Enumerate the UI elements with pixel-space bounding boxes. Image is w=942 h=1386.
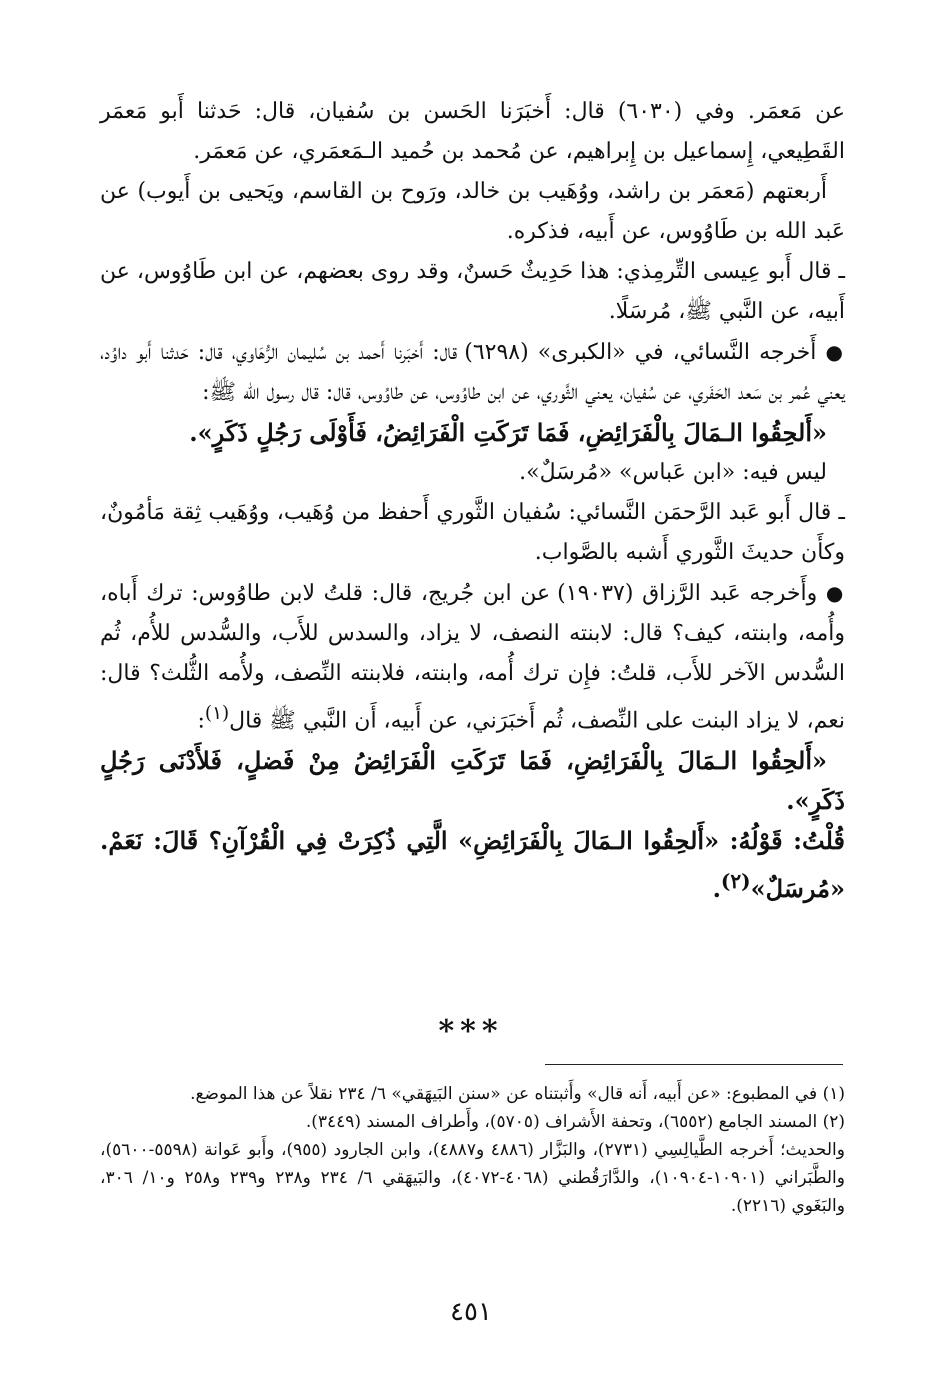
paragraph-7-text: وأَخرجه عَبد الرَّزاق (١٩٠٣٧) عن ابن جُريج، قال: قلتُ لابن طاوُوس: ترك أَباه، وأُمه، وابنته، كيف؟ قال: لابنته النصف، لا يزاد، والسدس للأَب، والسُّدس للأُم، ثُم السُّدس الآخر للأَب، قلتُ: فإِن ترك أُمه، وابنته، فلابنته النِّصف، ولأُمه الثُّلث؟ قال: نعم، لا يزاد البنت على النِّصف، ثُم أَخبَرَني، عن أَبيه، أَن النَّبي ﷺ قال (100, 581, 845, 734)
footnote-2-continued: والحديث؛ أَخرجه الطَّيالِسِي (٢٧٣١)، والبَزَّار (٤٨٨٦ و٤٨٨٧)، وابن الجارود (٩٥٥)، وأَبو عَوانة (٥٥٩٨-٥٦٠٠)، والطَّبَراني (١٠٩٠١-١٠٩٠٤)، والدَّارَقُطني (٤٠٦٨-٤٠٧٢)، والبَيهَقي ٦/ ٢٣٤ و٢٣٨ و٢٣٩ و٢٥٨ و١٠/ ٣٠٦، والبَغَوي (٢٢١٦). (100, 1140, 845, 1216)
paragraph-1: عن مَعمَر. وفي (٦٠٣٠) قال: أَخبَرَنا الحَسن بن سُفيان، قال: حَدثنا أَبو مَعمَر القَطِيعي، إِسماعيل بن إِبراهيم، عن مُحمد بن حُميد الـمَعمَري، عن مَعمَر. (100, 99, 845, 164)
page-number: ٤٥١ (450, 1297, 492, 1327)
bullet-icon: ● (825, 581, 846, 605)
footnote-divider (545, 1064, 843, 1065)
hadith-quote-1: «أَلحِقُوا الـمَالَ بِالْفَرَائِضِ، فَمَا تَرَكَتِ الْفَرَائِضُ، فَأَوْلَى رَجُلٍ ذَكَرٍ». (189, 418, 827, 447)
paragraph-3: ـ قال أَبو عِيسى التِّرمِذي: هذا حَدِيثٌ حَسنٌ، وقد روى بعضهم، عن ابن طَاوُوس، عن أَبيه، عن النَّبي ﷺ، مُرسَلًا. (100, 259, 845, 324)
paragraph-7 (100, 573, 845, 741)
hadith-quote-2: «أَلحِقُوا الـمَالَ بِالْفَرَائِضِ، فَمَا تَرَكَتِ الْفَرَائِضُ مِنْ فَضلٍ، فَلأَدْنَى رَجُلٍ ذَكَرٍ». (100, 746, 845, 816)
hadith-quote-3 (100, 821, 845, 909)
paragraph-2: أَربعتهم (مَعمَر بن راشد، ووُهَيب بن خالد، ورَوح بن القاسم، ويَحيى بن أَيوب) عن عَبد الله بن طَاوُوس، عن أَبيه، فذكره. (100, 179, 845, 244)
paragraph-7-end: : (197, 708, 205, 734)
footnote-ref-1: (١) (204, 703, 230, 724)
hadith-quote-3-end: . (712, 874, 721, 904)
footnote-ref-2: (٢) (720, 869, 751, 894)
paragraph-4-text: أَخرجه النَّسائي، في «الكبرى» (٦٢٩٨) قال: أَخبَرنا أَحمد بن سُليمان الرُّهَاوي، قال: حَدثنا أَبو داوُد، يعني عُمر بن سَعد الحَفَري، عن سُفيان، يعني الثَّوري، عن ابن طاوُوس، عن طاوُوس، قال: قال رسول الله ﷺ: (100, 340, 845, 405)
paragraph-5: ليس فيه: «ابن عَباس» «مُرسَلٌ». (519, 460, 827, 485)
footnote-1: (١) في المطبوع: «عن أَبيه، أَنه قال» وأَثبتناه عن «سنن البَيهَقي» ٦/ ٢٣٤ نقلاً عن هذا الموضع. (190, 1084, 845, 1104)
footnote-2: (٢) المسند الجامع (٦٥٥٢)، وتحفة الأَشراف (٥٧٠٥)، وأَطراف المسند (٣٤٤٩). (305, 1112, 845, 1132)
paragraph-6: ـ قال أَبو عَبد الرَّحمَن النَّسائي: سُفيان الثَّوري أَحفظ من وُهَيب، ووُهَيب ثِقة مَأمُونٌ، وكأَن حديثَ الثَّوري أَشبه بالصَّواب. (100, 500, 845, 565)
bullet-icon: ● (825, 340, 845, 364)
hadith-quote-3-text: قُلْتُ: قَوْلُهُ: «أَلحِقُوا الـمَالَ بِالْفَرَائِضِ» الَّتِي ذُكِرَتْ فِي الْقُرْآنِ؟ قَالَ: نَعَمْ. «مُرسَلٌ» (100, 826, 845, 904)
main-text (100, 92, 845, 909)
section-separator: *** (438, 1014, 504, 1049)
paragraph-4 (100, 332, 845, 413)
footnotes (100, 1080, 845, 1220)
